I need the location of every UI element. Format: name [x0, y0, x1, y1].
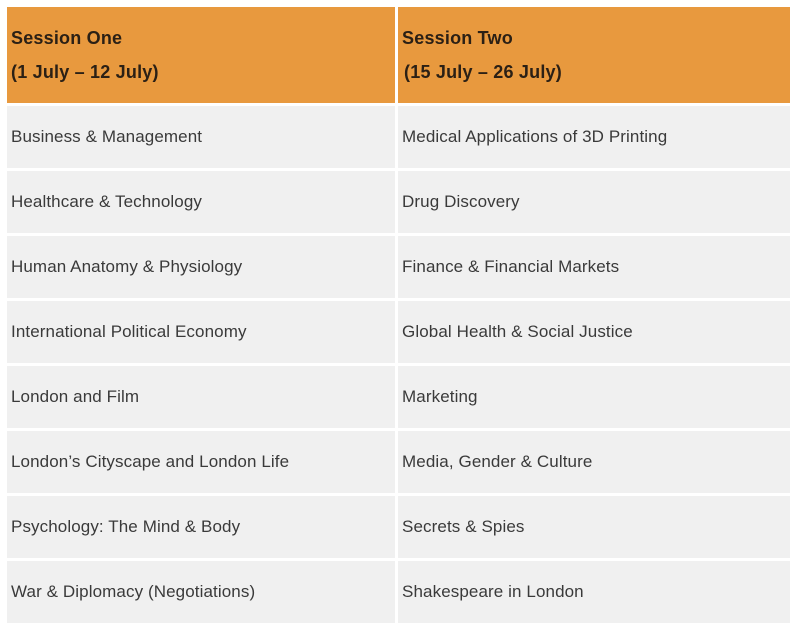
session-one-header — [7, 7, 395, 103]
course-cell-session-one: Business & Management — [7, 106, 395, 168]
course-cell-session-one: War & Diplomacy (Negotiations) — [7, 561, 395, 623]
session-two-dates: (15 July – 26 July) — [404, 62, 562, 82]
course-cell-session-two: Secrets & Spies — [398, 496, 790, 558]
session-one-title: Session One — [11, 28, 123, 48]
course-table — [7, 7, 790, 623]
course-cell-session-one: Human Anatomy & Physiology — [7, 236, 395, 298]
course-cell-session-two: Marketing — [398, 366, 790, 428]
course-cell-session-two: Medical Applications of 3D Printing — [398, 106, 790, 168]
course-cell-session-two: Shakespeare in London — [398, 561, 790, 623]
course-cell-session-one: Psychology: The Mind & Body — [7, 496, 395, 558]
session-two-title: Session Two — [402, 28, 513, 48]
course-cell-session-two: Global Health & Social Justice — [398, 301, 790, 363]
course-cell-session-one: Healthcare & Technology — [7, 171, 395, 233]
course-cell-session-two: Finance & Financial Markets — [398, 236, 790, 298]
session-two-header — [398, 7, 790, 103]
course-cell-session-two: Media, Gender & Culture — [398, 431, 790, 493]
course-cell-session-one: London’s Cityscape and London Life — [7, 431, 395, 493]
course-cell-session-one: London and Film — [7, 366, 395, 428]
session-one-dates: (1 July – 12 July) — [11, 62, 159, 82]
course-cell-session-two: Drug Discovery — [398, 171, 790, 233]
course-cell-session-one: International Political Economy — [7, 301, 395, 363]
